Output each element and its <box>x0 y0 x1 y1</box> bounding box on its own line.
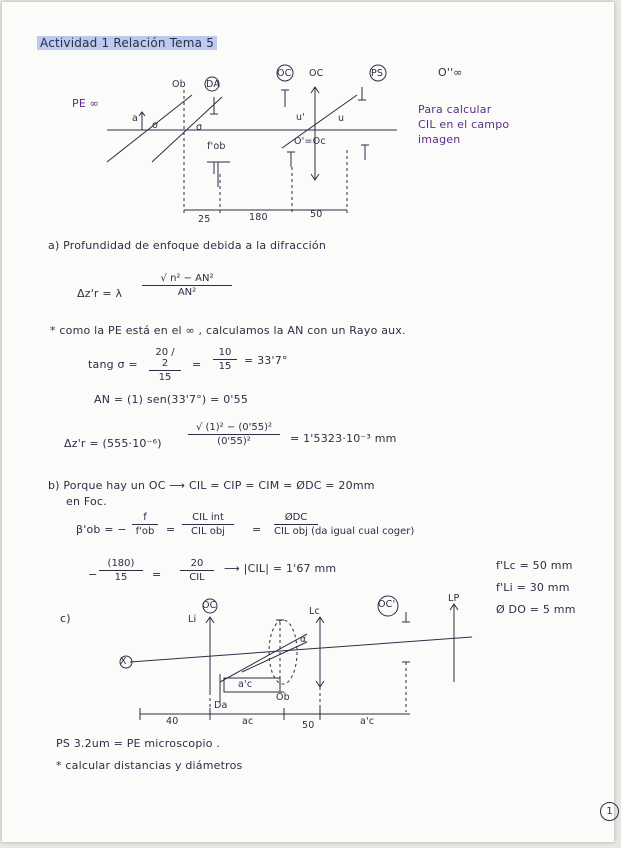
beta-left: β'ob = − <box>76 523 127 536</box>
beta-frac-2: CIL int CIL obj <box>182 512 234 537</box>
notebook-page <box>2 2 614 842</box>
spec-do: Ø DO = 5 mm <box>496 603 576 616</box>
note-line-1: Para calcular <box>418 103 492 116</box>
spec-flc: f'Lc = 50 mm <box>496 559 573 572</box>
beta-frac-1: $\frac{f}{f'ob}$ <box>132 512 158 537</box>
oc-label: OC <box>277 68 292 79</box>
tang-frac-2: $\frac{10}{15}$ <box>213 347 237 372</box>
oc-c-label: OC <box>202 600 217 611</box>
u-label: u <box>338 113 345 124</box>
calc-frac-2: 20 CIL <box>180 558 214 583</box>
ob-label: Ob <box>172 79 186 90</box>
page-number: 1 <box>600 802 619 821</box>
beta-eq-1: = <box>166 523 176 536</box>
beta-frac-3: ØDC CIL obj (da igual cual coger) <box>274 512 415 537</box>
lp-label: LP <box>448 593 460 604</box>
dim-50: 50 <box>310 209 323 220</box>
dim-25: 25 <box>198 214 211 225</box>
an-line: AN = (1) sen(33'7°) = 0'55 <box>94 393 249 406</box>
da-label: DA <box>206 79 221 90</box>
cil-result: ⟶ |CIL| = 1'67 mm <box>224 562 337 575</box>
beta-eq-2: = <box>252 523 262 536</box>
diagram-2 <box>2 2 614 842</box>
calc-left: − <box>88 568 98 581</box>
dim-c-40: 40 <box>166 716 179 727</box>
dz-left: Δz'r = (555·10⁻⁶) <box>64 437 162 450</box>
part-b-line-2: en Foc. <box>66 495 107 508</box>
pe-note: * como la PE está en el ∞ , calculamos la AN con un Rayo aux. <box>50 324 406 337</box>
dim-c-ac: ac <box>242 716 254 727</box>
spec-fli: f'Li = 30 mm <box>496 581 570 594</box>
tang-left: tang σ = <box>88 358 138 371</box>
dz-fraction: $\frac{\text{√ n² − AN²}}{\text{AN²}}$ <box>142 273 232 298</box>
dz-result: = 1'5323·10⁻³ mm <box>290 432 397 445</box>
alpha-label: α <box>300 634 307 645</box>
dim-180: 180 <box>249 212 268 223</box>
li-label: Li <box>188 614 197 625</box>
ps-line: PS 3.2um = PE microscopio . <box>56 737 221 750</box>
part-a-title: a) Profundidad de enfoque debida a la difracción <box>48 239 327 252</box>
oc-prime-label: OC' <box>378 599 396 610</box>
x-label: X <box>120 656 127 667</box>
dz-eq-left: Δz'r = λ <box>77 287 123 300</box>
tang-result: = 33'7° <box>244 354 288 367</box>
part-b-line-1: b) Porque hay un OC ⟶ CIL = CIP = CIM = ØDC = 20mm <box>48 479 375 492</box>
tang-eq: = <box>192 358 202 371</box>
dz-frac: $\frac{\text{√ (1)² − (0'55)²}}{\text{(0'55)²}}$ <box>188 422 280 447</box>
oc2-label: OC <box>309 68 324 79</box>
ac-prime-box-label: a'c <box>238 679 253 690</box>
pe-label: PE ∞ <box>72 97 100 110</box>
calc-note: * calcular distancias y diámetros <box>56 759 243 772</box>
o-inf-label: O''∞ <box>438 66 463 79</box>
a-label: a <box>132 113 139 124</box>
sigma-2: σ <box>196 122 203 133</box>
ob-c-label: Ob <box>276 692 290 703</box>
calc-eq: = <box>152 568 162 581</box>
dim-c-acp: a'c <box>360 716 375 727</box>
o-equals-label: O'=Oc <box>294 136 326 147</box>
page-title: Actividad 1 Relación Tema 5 <box>37 36 217 50</box>
note-line-3: imagen <box>418 133 461 146</box>
lc-label: Lc <box>309 606 320 617</box>
calc-frac-1: $\frac{(180)}{15}$ <box>99 558 143 583</box>
ps-label: PS <box>371 68 384 79</box>
u-prime-label: u' <box>296 112 306 123</box>
note-line-2: CIL en el campo <box>418 118 510 131</box>
tang-frac-1: $\frac{20 / 2}{15}$ <box>149 347 181 383</box>
dim-c-50: 50 <box>302 720 315 731</box>
fob-label: f'ob <box>207 141 226 152</box>
part-c-label: c) <box>60 612 71 625</box>
da-c-label: Da <box>214 700 228 711</box>
sigma-1: σ <box>152 120 159 131</box>
